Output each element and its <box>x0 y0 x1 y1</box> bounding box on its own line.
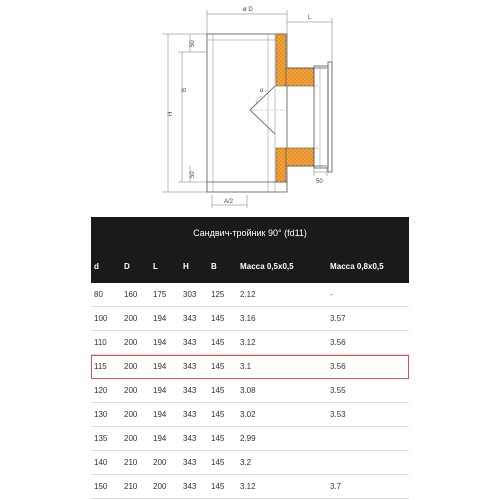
table-cell: 200 <box>124 386 138 395</box>
table-cell: 303 <box>183 290 197 299</box>
tee-schematic <box>0 0 500 215</box>
table-cell: 125 <box>211 290 225 299</box>
table-row <box>91 331 409 355</box>
table-row <box>91 379 409 403</box>
table-cell: 175 <box>153 290 167 299</box>
dim-outer-diameter: ø D <box>243 7 253 13</box>
table-cell: 145 <box>211 338 225 347</box>
table-cell: - <box>330 290 333 299</box>
table-cell: 200 <box>124 314 138 323</box>
dim-branch-height: B <box>182 87 188 92</box>
table-cell: 145 <box>211 386 225 395</box>
table-cell: 3.7 <box>330 482 342 491</box>
table-row <box>91 283 409 307</box>
table-cell: 200 <box>124 338 138 347</box>
table-cell: 3.56 <box>330 338 346 347</box>
table-cell: 160 <box>124 290 138 299</box>
insulation <box>276 34 314 182</box>
inner-cone <box>250 86 287 134</box>
table-cell: 343 <box>183 314 197 323</box>
table-cell: 343 <box>183 362 197 371</box>
table-cell: 145 <box>211 410 225 419</box>
table-cell: 3.53 <box>330 410 346 419</box>
table-cell: 343 <box>183 410 197 419</box>
dim-offset-bottom: 50 <box>190 171 196 178</box>
column-header: L <box>153 261 158 271</box>
table-cell: 210 <box>124 482 138 491</box>
table-row-highlighted <box>91 355 409 379</box>
dim-angle: α <box>260 88 264 94</box>
table-cell: 3.1 <box>240 362 252 371</box>
table-row <box>91 451 409 475</box>
table-row <box>91 475 409 499</box>
column-header: Масса 0,5х0,5 <box>240 261 294 271</box>
table-cell: 3.12 <box>240 338 256 347</box>
table-cell: 115 <box>94 362 107 371</box>
dim-branch-offset: 50 <box>316 179 323 185</box>
table-cell: 200 <box>153 482 167 491</box>
table-header-row <box>91 249 409 283</box>
table-cell: 150 <box>94 482 108 491</box>
dimension-labels <box>168 7 323 205</box>
table-row <box>91 427 409 451</box>
table-cell: 145 <box>211 314 225 323</box>
main-pipe <box>207 34 287 192</box>
table-cell: 3.55 <box>330 386 346 395</box>
table-cell: 80 <box>94 290 103 299</box>
table-cell: 145 <box>211 482 225 491</box>
table-caption: Сандвич-тройник 90° (fd11) <box>91 217 409 249</box>
column-header: H <box>183 261 189 271</box>
table-cell: 194 <box>153 338 167 347</box>
dim-width: A/2 <box>224 199 234 205</box>
dim-length: L <box>308 15 312 21</box>
table-cell: 194 <box>153 362 167 371</box>
table-cell: 194 <box>153 434 167 443</box>
table-cell: 200 <box>153 458 167 467</box>
column-header: d <box>94 261 99 271</box>
table-cell: 145 <box>211 458 225 467</box>
table-body <box>91 283 409 499</box>
table-cell: 145 <box>211 434 225 443</box>
table-cell: 3.2 <box>240 458 252 467</box>
table-cell: 2.12 <box>240 290 256 299</box>
spec-table <box>91 217 409 500</box>
table-cell: 194 <box>153 314 167 323</box>
dimension-lines <box>162 10 332 208</box>
table-cell: 200 <box>124 434 138 443</box>
table-cell: 194 <box>153 410 167 419</box>
table-cell: 145 <box>211 362 225 371</box>
dim-offset-top: 50 <box>190 40 196 47</box>
column-header: Масса 0,8х0,5 <box>330 261 384 271</box>
column-header: D <box>124 261 130 271</box>
table-cell: 130 <box>94 410 108 419</box>
table-row <box>91 403 409 427</box>
table-cell: 3.56 <box>330 362 346 371</box>
table-cell: 2.99 <box>240 434 256 443</box>
table-row <box>91 307 409 331</box>
table-cell: 200 <box>124 362 138 371</box>
table-cell: 210 <box>124 458 138 467</box>
dim-height: H <box>168 111 174 116</box>
table-cell: 100 <box>94 314 108 323</box>
table-cell: 3.16 <box>240 314 256 323</box>
table-cell: 3.12 <box>240 482 256 491</box>
table-cell: 200 <box>124 410 138 419</box>
table-cell: 135 <box>94 434 108 443</box>
table-cell: 343 <box>183 338 197 347</box>
table-cell: 343 <box>183 458 197 467</box>
table-cell: 140 <box>94 458 108 467</box>
table-cell: 343 <box>183 386 197 395</box>
table-cell: 3.02 <box>240 410 256 419</box>
table-cell: 120 <box>94 386 108 395</box>
technical-drawing <box>0 0 500 215</box>
table-cell: 3.08 <box>240 386 256 395</box>
table-cell: 194 <box>153 386 167 395</box>
column-header: B <box>211 261 217 271</box>
table-cell: 110 <box>94 338 107 347</box>
table-cell: 3.57 <box>330 314 346 323</box>
table-cell: 343 <box>183 434 197 443</box>
table-cell: 343 <box>183 482 197 491</box>
